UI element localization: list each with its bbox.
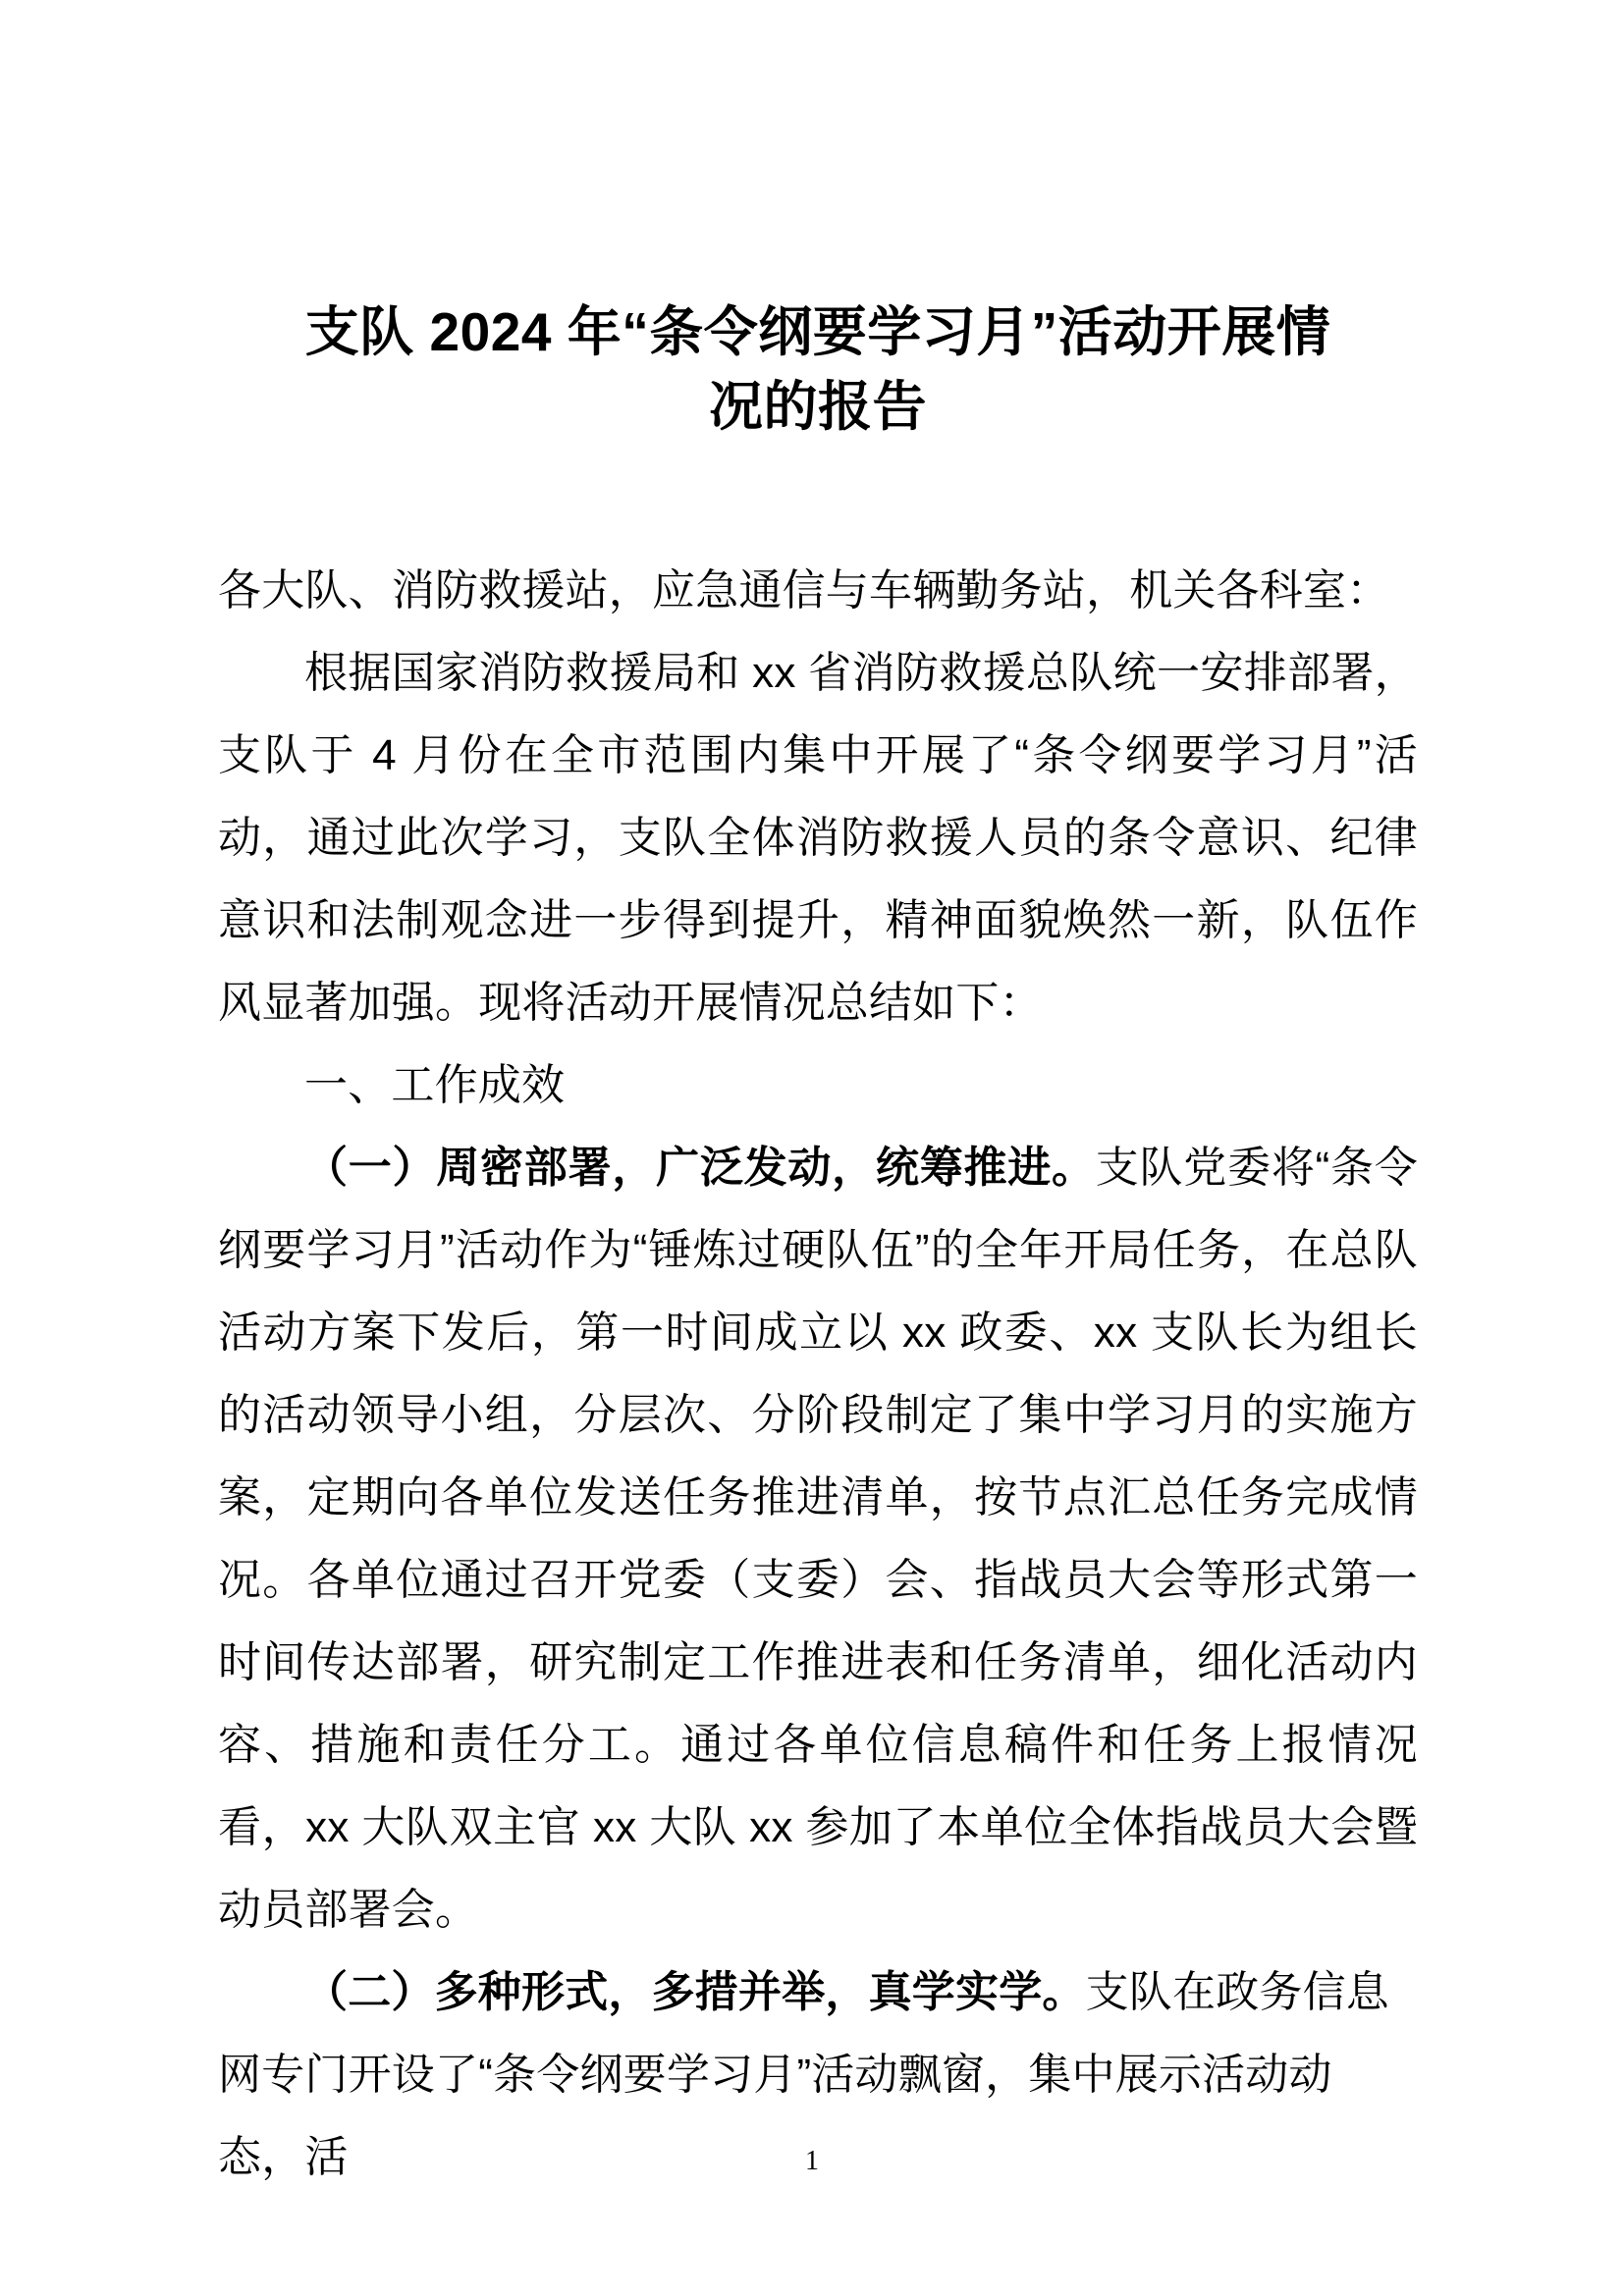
intro-paragraph: 根据国家消防救援局和 xx 省消防救援总队统一安排部署，支队于 4 月份在全市范围内集中开展了“条令纲要学习月”活动，通过此次学习，支队全体消防救援人员的条令意识、纪律意识和法制观念进一步得到提升，精神面貌焕然一新，队伍作风显著加强。现将活动开展情况总结如下：: [218, 649, 1419, 1027]
document-body: [218, 550, 1418, 2199]
salutation-paragraph: 各大队、消防救援站，应急通信与车辆勤务站，机关各科室：: [218, 566, 1390, 614]
title-line-2: 况的报告: [708, 376, 927, 437]
page-number: 1: [805, 2146, 819, 2176]
title-line-1: 支队 2024 年“条令纲要学习月”活动开展情: [304, 301, 1331, 362]
section-one-heading: 一、工作成效: [304, 1061, 566, 1109]
subsection-one-lead: （一）周密部署，广泛发动，统筹推进。: [304, 1144, 1096, 1192]
subsection-two-text: 支队在政务信息网专门开设了“条令纲要学习月”活动飘窗，集中展示活动动态，活: [218, 1968, 1390, 2181]
subsection-two-lead: （二）多种形式，多措并举，真学实学。: [304, 1968, 1086, 2016]
page-title: [218, 294, 1418, 444]
subsection-one-paragraph: [218, 1127, 1418, 1951]
subsection-one-text: 支队党委将“条令纲要学习月”活动作为“锤炼过硬队伍”的全年开局任务，在总队活动方案下发后，第一时间成立以 xx 政委、xx 支队长为组长的活动领导小组，分层次、分阶段制定了集中学习月的实施方案，定期向各单位发送任务推进清单，按节点汇总任务完成情况。各单位通过召开党委（支委）会、指战员大会等形式第一时间传达部署，研究制定工作推进表和任务清单，细化活动内容、措施和责任分工。通过各单位信息稿件和任务上报情况看，xx 大队双主官 xx 大队 xx 参加了本单位全体指战员大会暨动员部署会。: [218, 1144, 1418, 1934]
